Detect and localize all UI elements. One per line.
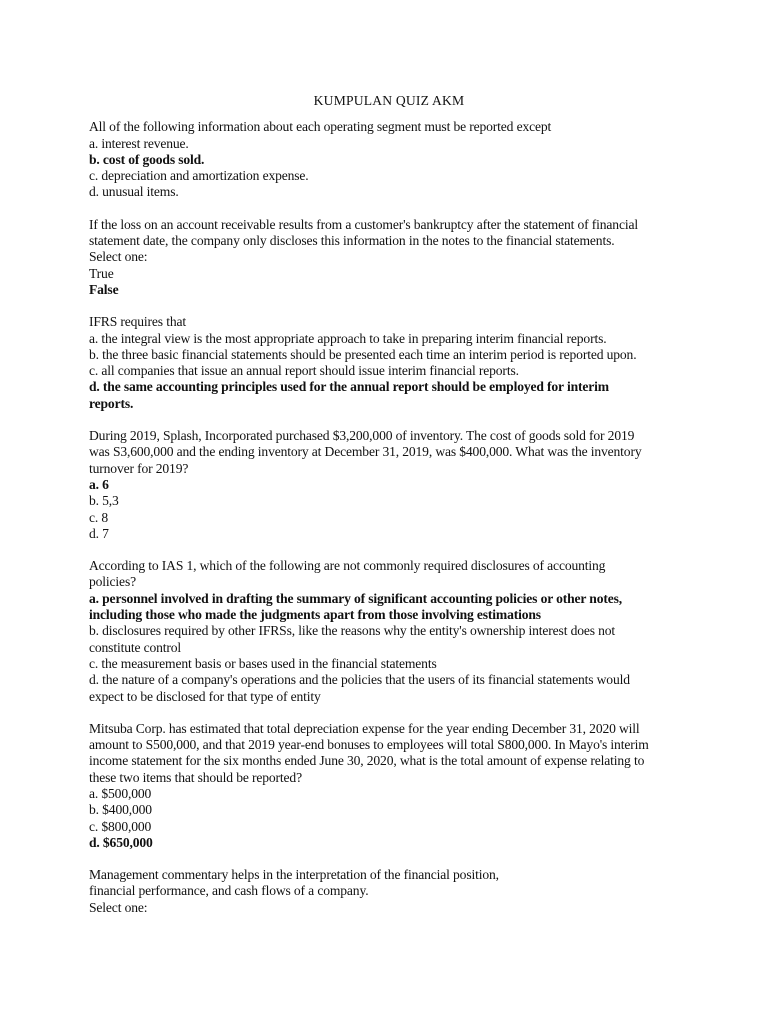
question-block bbox=[89, 119, 689, 200]
question-block bbox=[89, 314, 689, 412]
question-line: Management commentary helps in the interpretation of the financial position, bbox=[89, 867, 499, 883]
answer-line-selected: d. $650,000 bbox=[89, 834, 153, 850]
page-title: KUMPULAN QUIZ AKM bbox=[313, 93, 465, 108]
question-line: d. the nature of a company's operations and the policies that the users of its financial statements would bbox=[89, 672, 630, 688]
question-line: Select one: bbox=[89, 249, 148, 265]
question-line: income statement for the six months ended June 30, 2020, what is the total amount of expense relating to bbox=[89, 753, 645, 769]
question-line: a. interest revenue. bbox=[89, 135, 189, 151]
question-line: these two items that should be reported? bbox=[89, 769, 302, 785]
question-line: c. 8 bbox=[89, 509, 109, 525]
question-block bbox=[89, 721, 689, 851]
question-line: a. $500,000 bbox=[89, 785, 152, 801]
question-line: statement date, the company only discloses this information in the notes to the financial statements. bbox=[89, 233, 615, 249]
question-line: c. all companies that issue an annual report should issue interim financial reports. bbox=[89, 363, 519, 379]
question-line: was S3,600,000 and the ending inventory at December 31, 2019, was $400,000. What was the inventory bbox=[89, 444, 642, 460]
question-line: turnover for 2019? bbox=[89, 460, 189, 476]
question-line: True bbox=[89, 265, 114, 281]
question-line: IFRS requires that bbox=[89, 314, 186, 330]
question-line: b. $400,000 bbox=[89, 802, 152, 818]
answer-line-selected: a. personnel involved in drafting the summary of significant accounting policies or other notes, bbox=[89, 590, 623, 606]
question-block bbox=[89, 867, 689, 916]
question-line: Mitsuba Corp. has estimated that total depreciation expense for the year ending December 31, 2020 will bbox=[89, 720, 640, 736]
answer-line-selected: d. the same accounting principles used for the annual report should be employed for interim bbox=[89, 379, 609, 395]
document-page bbox=[89, 93, 689, 932]
question-line: financial performance, and cash flows of a company. bbox=[89, 883, 369, 899]
question-line: According to IAS 1, which of the following are not commonly required disclosures of accounting bbox=[89, 558, 606, 574]
question-line: expect to be disclosed for that type of entity bbox=[89, 688, 321, 704]
answer-line-selected: including those who made the judgments apart from those involving estimations bbox=[89, 607, 541, 623]
answer-line-selected: reports. bbox=[89, 395, 134, 411]
question-line: c. the measurement basis or bases used in the financial statements bbox=[89, 655, 437, 671]
question-line: d. unusual items. bbox=[89, 184, 179, 200]
question-line: During 2019, Splash, Incorporated purchased $3,200,000 of inventory. The cost of goods sold for 2019 bbox=[89, 428, 635, 444]
question-line: If the loss on an account receivable results from a customer's bankruptcy after the statement of financial bbox=[89, 216, 638, 232]
question-line: b. the three basic financial statements should be presented each time an interim period is reported upon. bbox=[89, 346, 637, 362]
question-line: a. the integral view is the most appropriate approach to take in preparing interim financial reports. bbox=[89, 330, 607, 346]
question-line: c. $800,000 bbox=[89, 818, 152, 834]
question-block bbox=[89, 217, 689, 298]
answer-line-selected: b. cost of goods sold. bbox=[89, 151, 205, 167]
question-line: policies? bbox=[89, 574, 136, 590]
question-list bbox=[89, 119, 689, 916]
question-block bbox=[89, 428, 689, 542]
question-line: b. 5,3 bbox=[89, 493, 119, 509]
question-line: constitute control bbox=[89, 639, 182, 655]
question-line: c. depreciation and amortization expense. bbox=[89, 168, 309, 184]
question-line: Select one: bbox=[89, 899, 148, 915]
question-line: All of the following information about each operating segment must be reported except bbox=[89, 119, 552, 135]
question-line: d. 7 bbox=[89, 525, 109, 541]
answer-line-selected: False bbox=[89, 281, 119, 297]
question-line: b. disclosures required by other IFRSs, like the reasons why the entity's ownership interest does not bbox=[89, 623, 616, 639]
question-block bbox=[89, 558, 689, 705]
question-line: amount to S500,000, and that 2019 year-end bonuses to employees will total S800,000. In Mayo's interim bbox=[89, 737, 649, 753]
answer-line-selected: a. 6 bbox=[89, 476, 109, 492]
